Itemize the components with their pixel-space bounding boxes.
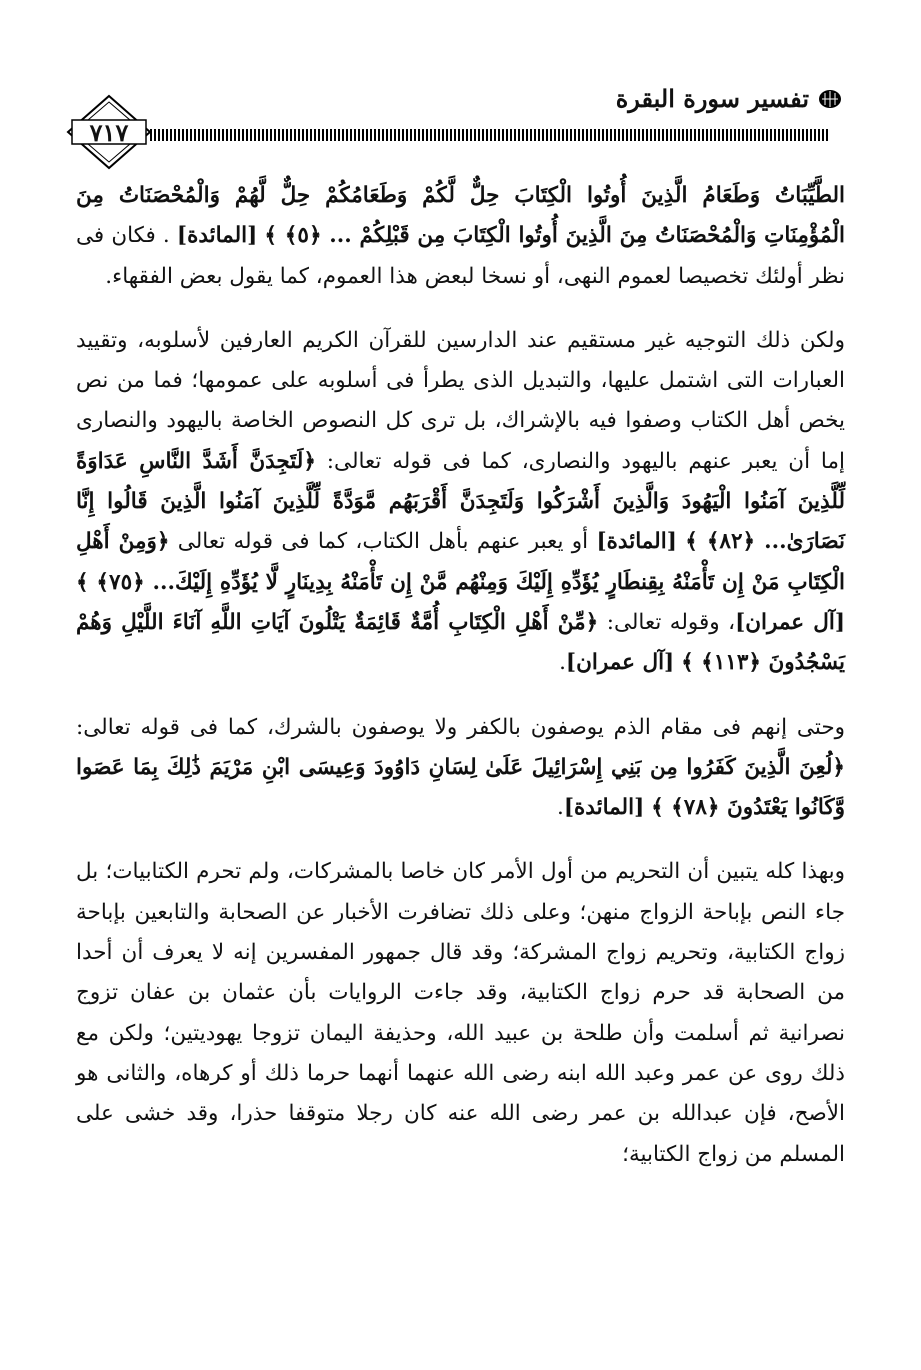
verse-reference: [آل عمران] xyxy=(735,609,846,635)
paragraph-text: ، وقوله تعالى: xyxy=(606,609,736,635)
ornament-icon xyxy=(817,88,843,110)
quran-verse: ﴿لَتَجِدَنَّ أَشَدَّ النَّاسِ عَدَاوَةً لِّلَّذِينَ آمَنُوا الْيَهُودَ وَالَّذِينَ أَشْرَكُوا وَلَتَجِدَنَّ أَقْرَبَهُم مَّوَدَّةً لِّلَّذِينَ آمَنُوا الَّذِينَ قَالُوا إِنَّا نَصَارَىٰ... ﴿٨٢﴾ ﴾ xyxy=(76,448,845,555)
paragraph-2 xyxy=(76,321,845,684)
header-title: تفسير سورة البقرة xyxy=(615,84,809,113)
verse-reference: [المائدة] xyxy=(563,795,645,821)
quran-verse: ﴿لُعِنَ الَّذِينَ كَفَرُوا مِن بَنِي إِسْرَائِيلَ عَلَىٰ لِسَانِ دَاوُودَ وَعِيسَى ابْنِ مَرْيَمَ ذَٰلِكَ بِمَا عَصَوا وَّكَانُوا يَعْتَدُونَ ﴿٧٨﴾ ﴾ xyxy=(76,754,845,821)
paragraph-text: ولكن ذلك التوجيه غير مستقيم عند الدارسين للقرآن الكريم العارفين لأسلوبه، وتقييد العبارات التى اشتمل عليها، والتبديل الذى يطرأ فى أسلوبه على عمومها؛ فما من نص يخص أهل الكتاب وصفوا فيه بالإشراك، بل ترى كل النصوص الخاصة باليهود والنصارى إما أن يعبر عنهم باليهود والنصارى، كما فى قوله تعالى: xyxy=(76,327,845,474)
page-number: ٧١٧ xyxy=(89,118,129,147)
quran-verse: الطَّيِّبَاتُ وَطَعَامُ الَّذِينَ أُوتُوا الْكِتَابَ حِلٌّ لَّكُمْ وَطَعَامُكُمْ حِلٌّ لَّهُمْ وَالْمُحْصَنَاتُ مِنَ الْمُؤْمِنَاتِ وَالْمُحْصَنَاتُ مِنَ الَّذِينَ أُوتُوا الْكِتَابَ مِن قَبْلِكُمْ ... ﴿٥﴾ ﴾ xyxy=(76,183,845,249)
paragraph-text: وبهذا كله يتبين أن التحريم من أول الأمر كان خاصا بالمشركات، ولم تحرم الكتابيات؛ بل جاء النص بإباحة الزواج منهن؛ وعلى ذلك تضافرت الأخبار عن الصحابة والتابعين بإباحة زواج الكتابية، وتحريم زواج المشركة؛ وقد قال جمهور المفسرين إنه لا يعرف أن أحدا من الصحابة قد حرم زواج الكتابية، وقد جاءت الروايات بأن عثمان بن عفان تزوج نصرانية ثم أسلمت وأن طلحة بن عبيد الله، وحذيفة اليمان تزوجا يهوديتين؛ ولكن مع ذلك روى عن عمر وعبد الله ابنه رضى الله عنهما أنهما حرما ذلك أو كرهاه، والثانى هو الأصح، فإن عبدالله بن عمر رضى الله عنه كان رجلا متوقفا حذرا، وقد خشى على المسلم من زواج الكتابية؛ xyxy=(76,859,845,1167)
verse-reference: [المائدة] xyxy=(596,529,677,555)
paragraph-text: وحتى إنهم فى مقام الذم يوصفون بالكفر ولا يوصفون بالشرك، كما فى قوله تعالى: xyxy=(76,714,845,740)
paragraph-4 xyxy=(76,852,845,1174)
header-rule xyxy=(150,129,829,141)
quran-verse: ﴿مِّنْ أَهْلِ الْكِتَابِ أُمَّةٌ قَائِمَةٌ يَتْلُونَ آيَاتِ اللَّهِ آنَاءَ اللَّيْلِ وَهُمْ يَسْجُدُونَ ﴿١١٣﴾ ﴾ xyxy=(76,609,845,676)
paragraph-3 xyxy=(76,708,845,829)
running-header xyxy=(616,84,843,113)
paragraph-text: . xyxy=(559,650,566,676)
quran-verse: ﴿وَمِنْ أَهْلِ الْكِتَابِ مَنْ إِن تَأْمَنْهُ بِقِنطَارٍ يُؤَدِّهِ إِلَيْكَ وَمِنْهُم مَّنْ إِن تَأْمَنْهُ بِدِينَارٍ لَّا يُؤَدِّهِ إِلَيْكَ... ﴿٧٥﴾ ﴾ xyxy=(76,529,845,595)
paragraph-text: . xyxy=(557,795,564,821)
paragraph-1 xyxy=(76,176,845,297)
paragraph-text: أو يعبر عنهم بأهل الكتاب، كما فى قوله تعالى xyxy=(177,529,589,555)
page-body xyxy=(76,176,845,1175)
paragraph-text: . فكان فى نظر أولئك تخصيصا لعموم النهى، أو نسخا لبعض هذا العموم، كما يقول بعض الفقهاء. xyxy=(76,223,845,289)
verse-reference: [المائدة] xyxy=(176,223,258,249)
verse-reference: [آل عمران] xyxy=(565,650,675,676)
